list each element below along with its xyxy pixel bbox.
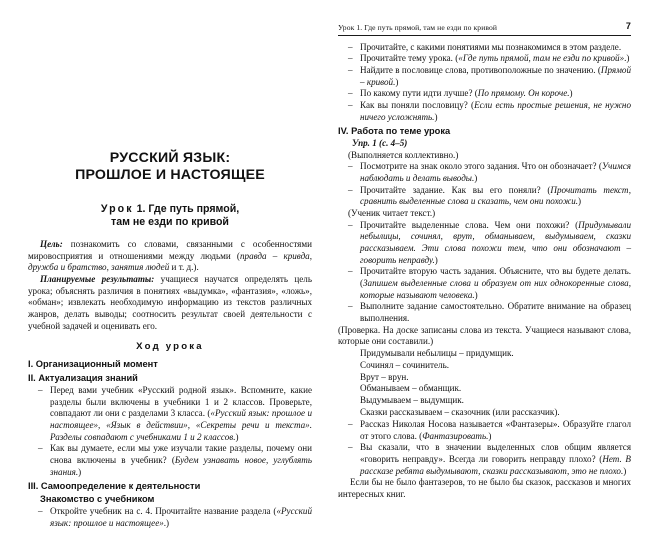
bullet-tail: ) [578,196,582,207]
bullet-text: Прочитайте выделенные слова. Чем они похожи? ( [360,219,579,230]
bullet-text: Посмотрите на знак около этого задания. Что он обозначает? ( [360,161,602,172]
results-paragraph [28,274,312,332]
bullet-tail: .) [163,517,170,528]
bullet-tail: ) [434,254,438,265]
right-column [326,0,653,540]
bullet-italic: Нет. В рассказе ребята выдумывают, сказки рассказывают, это не плохо. [360,453,631,476]
bullet-text: Откройте учебник на с. 4. Прочитайте название раздела ( [50,506,277,517]
bullet-tail: ) [474,172,478,183]
list-item: Врут – врун. [360,371,409,382]
lesson-word: Урок [100,202,134,215]
bullet-text: Прочитайте задание. Как вы его поняли? ( [360,184,551,195]
lesson-title [28,203,312,229]
bullet-item [28,443,312,478]
bullet-text: Как вы поняли пословицу? ( [360,99,475,110]
bullet-item [338,65,631,88]
bullet-italic: По прямому. Он короче. [477,88,570,99]
bullet-item: – Прочитайте, с какими понятиями мы познакомимся в этом разделе. [338,42,631,54]
bullet-item [28,385,312,443]
bullet-italic: Запишем выделенные слова и образуем от них однокоренные слова, которые называют человека. [360,277,631,300]
bullet-text: Вы сказали, что в значении выделенных слов общим является «говорить неправду». Всегда ли говорить неправду плохо? ( [360,442,631,464]
results-label: Планируемые результаты: [40,274,155,285]
bullet-text: Рассказ Николая Носова называется «Фантазеры». Образуйте глагол от этого слова. ( [360,418,631,441]
bullet-text: Найдите в пословице слова, противоположные по значению. ( [360,64,601,75]
bullet-text: Прочитайте тему урока. ( [360,53,459,64]
bullet-tail: ) [474,289,478,300]
bullet-italic: Если есть простые решения, не нужно ничего усложнять. [360,99,631,122]
page-title [28,150,312,185]
list-item: Сочинял – сочинитель. [360,359,449,370]
bullet-italic: Фантазировать. [422,430,489,441]
lesson-flow-heading: Ход урока [136,341,204,353]
bullet-text: Прочитайте вторую часть задания. Объясните, что вы будете делать. ( [360,266,631,288]
bullet-tail: .) [624,53,630,64]
bullet-italic: «Русский язык: прошлое и настоящее», «Язык в действии», «Секреты речи и текста». Разделы совпадают с учебниками 1 и 2 классов. [50,408,313,442]
bullet-item [338,220,631,267]
bullet-tail: ) [78,466,82,477]
lesson-title-line1: 1. Где путь прямой, [136,202,240,215]
bullet-item [338,185,631,208]
book-title-line2: ПРОШЛОЕ И НАСТОЯЩЕЕ [75,167,265,184]
bullet-text: Как вы думаете, если мы уже изучали такие разделы, почему они снова включены в учебник? ( [50,443,312,466]
book-title-line1: РУССКИЙ ЯЗЫК: [109,150,231,166]
section-heading-4: IV. Работа по теме урока [338,125,451,136]
bullet-item [338,442,631,477]
list-item: Обманываем – обманщик. [360,383,462,394]
bullet-tail: ) [569,88,573,99]
bullet-tail: ) [434,111,438,122]
bullet-tail: ) [235,431,239,442]
page-number: 7 [625,21,631,32]
check-note: (Проверка. На доске записаны слова из текста. Учащиеся называют слова, которые они составили.) [338,324,631,347]
reading-note: (Ученик читает текст.) [348,207,436,218]
bullet-italic: Прямой – кривой. [360,64,631,87]
bullet-italic: Учимся наблюдать и делать выводы. [360,161,631,183]
bullet-item [338,88,631,100]
goal-text: познакомить со словами, связанными с особенностями мировосприятия и отношениями между людьми ( [28,239,312,261]
goal-paragraph [28,239,312,274]
bullet-tail: ) [395,76,399,87]
section-heading-2: II. Актуализация знаний [28,373,138,384]
bullet-italic: Придумывали небылицы, сочинял, врут, обманываем, выдумываем, сказки рассказываем. Эти слова похожи тем, что они обозначают – говорить неправду. [360,219,631,265]
bullet-tail: ) [488,430,492,441]
bullet-item: – Выполните задание самостоятельно. Обратите внимание на образец выполнения. [338,301,631,324]
section-heading-1: I. Организационный момент [28,359,158,370]
goal-label: Цель: [40,239,63,250]
closing-paragraph: Если бы не было фантазеров, то не было бы сказок, рассказов и многих интересных книг. [338,477,631,499]
collective-note: (Выполняется коллективно.) [348,149,459,160]
goal-italic: правда – кривда, дружба и братство, занятия людей [28,250,312,273]
bullet-item [338,161,631,184]
bullet-item [338,100,631,123]
bullet-item [338,419,631,442]
goal-tail: и т. д.). [169,262,199,273]
word-pairs-list [338,348,631,419]
running-head [338,14,631,36]
bullet-text: По какому пути идти лучше? ( [360,88,478,99]
bullet-item [338,266,631,301]
bullet-item [28,506,312,529]
subsection-heading-3: Знакомство с учебником [40,494,155,505]
bullet-text: Перед вами учебник «Русский родной язык». Вспомните, какие разделы были включены в учебники 1 и 2 классов. Проверьте, совпадают ли они с разделами 3 класса. ( [50,385,312,419]
bullet-italic: Будем узнавать новое, углублять знания. [50,455,312,477]
bullet-italic: «Русский язык: прошлое и настоящее» [50,506,312,528]
lesson-title-line2: там не езди по кривой [111,215,229,228]
bullet-tail: ) [623,465,627,476]
left-column [0,0,326,540]
bullet-italic: Прочитать текст, сравнить выделенные слова и сказать, чем они похожи. [360,184,631,207]
running-head-title: Урок 1. Где путь прямой, там не езди по кривой [338,22,498,32]
section-heading-3: III. Самоопределение к деятельности [28,481,201,491]
exercise-number: Упр. 1 (с. 4–5) [352,137,408,148]
bullet-item [338,53,631,65]
list-item: Выдумываем – выдумщик. [360,395,464,406]
bullet-italic: «Где путь прямой, там не езди по кривой» [458,53,625,64]
results-text: учащиеся научатся определять цель урока; объяснять различия в понятиях «выдумка», «фантазия», «ложь», «обман»; извлекать необходимую информацию из текстов различных жанров, делать выводы; соотносить результат своей деятельности с учебной задачей и оценивать его. [28,274,312,331]
left-header-spacer [28,14,312,32]
list-item: Придумывали небылицы – придумщик. [360,348,514,359]
list-item: Сказки рассказываем – сказочник (или рассказчик). [360,407,560,418]
